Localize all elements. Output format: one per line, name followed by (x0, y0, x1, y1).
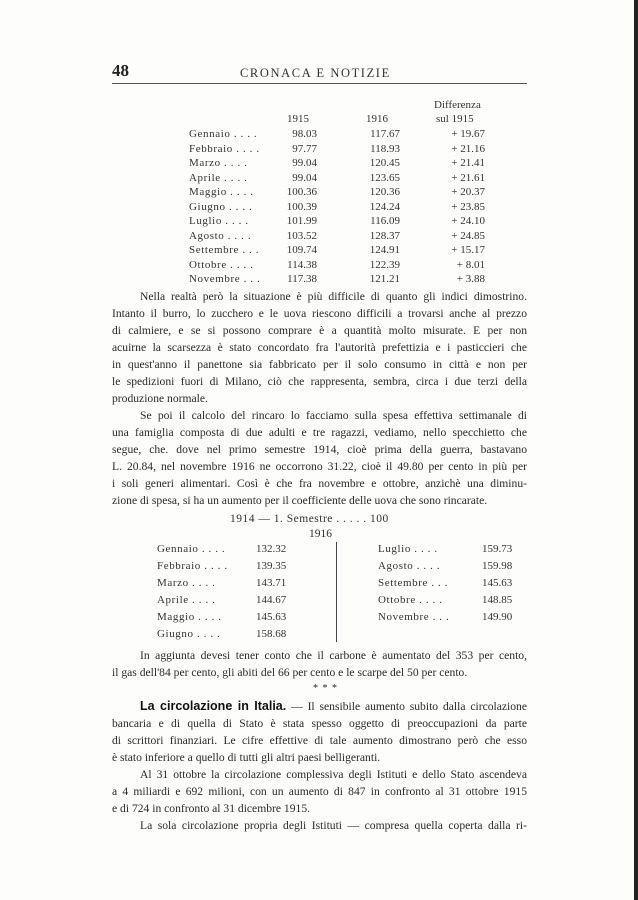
index-base-line: 1914 — 1. Semestre . . . . . 100 (230, 513, 389, 525)
difference-value: + 24.85 (451, 229, 485, 242)
section-title: La circolazione in Italia. (140, 699, 287, 713)
page-number: 48 (112, 61, 129, 80)
difference-value: + 8.01 (456, 258, 485, 271)
index-value: 144.67 (256, 594, 287, 606)
value-1916: 124.24 (369, 200, 400, 213)
paragraph-line: e di 724 in confronto al 31 dicembre 1915. (112, 802, 311, 815)
month-label: Giugno . . . . (157, 628, 221, 640)
month-label: Aprile . . . . (189, 171, 248, 184)
index-value: 158.68 (256, 628, 287, 640)
month-label: Novembre . . . (378, 611, 450, 623)
paragraph-line: il gas dell'84 per cento, gli abiti del 66 per cento e le scarpe del 50 per cento. (112, 666, 468, 679)
difference-value: + 24.10 (451, 215, 485, 227)
difference-value: + 20.37 (451, 186, 485, 198)
col-1916-header: 1916 (366, 113, 388, 125)
paragraph-line: acuirne la scarsezza è stato concordato fra l'autorità prefettizia e i pasticcieri che (112, 341, 527, 354)
column-divider (336, 542, 337, 642)
value-1916: 128.37 (369, 229, 400, 242)
value-1916: 120.45 (369, 157, 400, 169)
index-value: 132.32 (256, 543, 287, 555)
value-1915: 103.52 (286, 229, 317, 242)
difference-value: + 21.41 (451, 157, 485, 169)
paragraph-line: L. 20.84, nel novembre 1916 ne occorrono 31.22, cioè il 49.80 per cento in più per (112, 460, 527, 473)
month-label: Gennaio . . . . (189, 128, 258, 140)
paragraph-line: le spedizioni fuori di Milano, ciò che rappresenta, sembra, circa i due terzi della (112, 375, 527, 388)
month-label: Maggio . . . . (157, 611, 222, 623)
value-1915: 99.04 (292, 157, 317, 169)
index-value: 159.73 (482, 543, 513, 555)
index-value: 159.98 (482, 560, 513, 572)
month-label: Settembre . . . (189, 244, 260, 256)
difference-value: + 3.88 (456, 273, 485, 285)
paragraph-line: Al 31 ottobre la circolazione complessiva degli Istituti e dello Stato ascendeva (140, 768, 527, 781)
scan-edge (634, 0, 638, 900)
value-1915: 100.39 (286, 200, 317, 213)
difference-value: + 21.16 (451, 142, 485, 155)
paragraph-line: In aggiunta devesi tener conto che il carbone è aumentato del 353 per cento, (140, 649, 527, 662)
paragraph-line: segue, che. dove nel primo semestre 1914, cioè prima della guerra, bastavano (112, 443, 527, 456)
value-1915: 98.03 (292, 128, 317, 140)
value-1916: 123.65 (369, 171, 400, 184)
value-1915: 109.74 (286, 244, 317, 256)
index-year: 1916 (309, 528, 332, 540)
paragraph-line: Nella realtà però la situazione è più difficile di quanto gli indici dimostrino. (140, 290, 527, 303)
running-title: CRONACA E NOTIZIE (240, 66, 391, 80)
diff-header: Differenza (434, 99, 481, 111)
difference-value: + 15.17 (451, 244, 485, 256)
section-separator: * * * (313, 683, 338, 694)
col-1915-header: 1915 (287, 113, 309, 125)
index-value: 148.85 (482, 594, 513, 606)
month-label: Maggio . . . . (189, 186, 254, 198)
section-text: — Il sensibile aumento subito dalla circolazione (291, 700, 527, 713)
paragraph-line: zione di spesa, si ha un aumento per il coefficiente delle uova che sono rincarate. (112, 494, 488, 507)
paragraph-line: a 4 miliardi e 692 milioni, con un aumento di 847 in confronto al 31 ottobre 1915 (112, 785, 527, 798)
month-label: Luglio . . . . (378, 543, 438, 555)
value-1915: 114.38 (287, 258, 317, 271)
value-1916: 122.39 (369, 258, 400, 271)
month-label: Marzo . . . . (189, 157, 248, 169)
month-label: Novembre . . . (189, 273, 261, 285)
month-label: Ottobre . . . . (189, 258, 254, 271)
value-1916: 121.21 (369, 273, 400, 285)
month-label: Gennaio . . . . (157, 543, 226, 555)
value-1916: 118.93 (370, 142, 400, 155)
value-1916: 124.91 (369, 244, 400, 256)
month-label: Febbraio . . . . (189, 142, 260, 155)
month-label: Settembre . . . (378, 577, 449, 589)
value-1916: 120.36 (369, 186, 400, 198)
difference-value: + 19.67 (451, 128, 485, 140)
index-value: 145.63 (256, 611, 287, 623)
index-value: 145.63 (482, 577, 513, 589)
header-rule (112, 83, 527, 84)
month-label: Ottobre . . . . (378, 594, 443, 606)
index-value: 143.71 (256, 577, 287, 589)
difference-value: + 23.85 (451, 200, 485, 213)
index-value: 139.35 (256, 560, 287, 572)
value-1915: 99.04 (292, 171, 317, 184)
paragraph-line: è stato inferiore a quello di tutti gli altri paesi belligeranti. (112, 751, 381, 764)
month-label: Agosto . . . . (189, 229, 252, 242)
month-label: Giugno . . . . (189, 200, 253, 213)
difference-value: + 21.61 (451, 171, 485, 184)
month-label: Luglio . . . . (189, 215, 249, 227)
section-first-line (140, 699, 527, 714)
value-1916: 117.67 (370, 128, 400, 140)
value-1915: 100.36 (286, 186, 317, 198)
diff-header-2: sul 1915 (436, 113, 474, 125)
paragraph-line: bancaria e di quella di Stato è stata spesso oggetto di preoccupazioni da parte (112, 717, 527, 730)
paragraph-line: produzione normale. (112, 392, 208, 405)
index-value: 149.90 (482, 611, 513, 623)
paragraph-line: in quest'anno il panettone sia fabbricato per il solo consumo in città e non per (112, 358, 527, 371)
paragraph-line: Intanto il burro, lo zucchero e le uova riescono difficili a trovarsi anche al prezzo (112, 307, 527, 320)
value-1915: 101.99 (286, 215, 317, 227)
month-label: Agosto . . . . (378, 560, 441, 572)
paragraph-line: Se poi il calcolo del rincaro lo facciamo sulla spesa effettiva settimanale di (140, 409, 527, 422)
paragraph-line: i soli generi alimentari. Così è che fra novembre e ottobre, anzichè una diminu- (112, 477, 527, 490)
paragraph-line: una famiglia composta di due adulti e tre ragazzi, vediamo, nello specchietto che (112, 426, 527, 439)
month-label: Febbraio . . . . (157, 560, 228, 572)
month-label: Marzo . . . . (157, 577, 216, 589)
paragraph-line: La sola circolazione propria degli Istituti — compresa quella coperta dalla ri- (140, 819, 527, 832)
paragraph-line: di calmiere, e se si possono comprare è a quantità molto misurate. E per non (112, 324, 527, 337)
month-label: Aprile . . . . (157, 594, 216, 606)
value-1915: 97.77 (292, 142, 317, 155)
value-1915: 117.38 (287, 273, 317, 285)
paragraph-line: di scrittori finanziari. Le cifre effettive di tale aumento dimostrano però che esso (112, 734, 527, 747)
value-1916: 116.09 (370, 215, 400, 227)
